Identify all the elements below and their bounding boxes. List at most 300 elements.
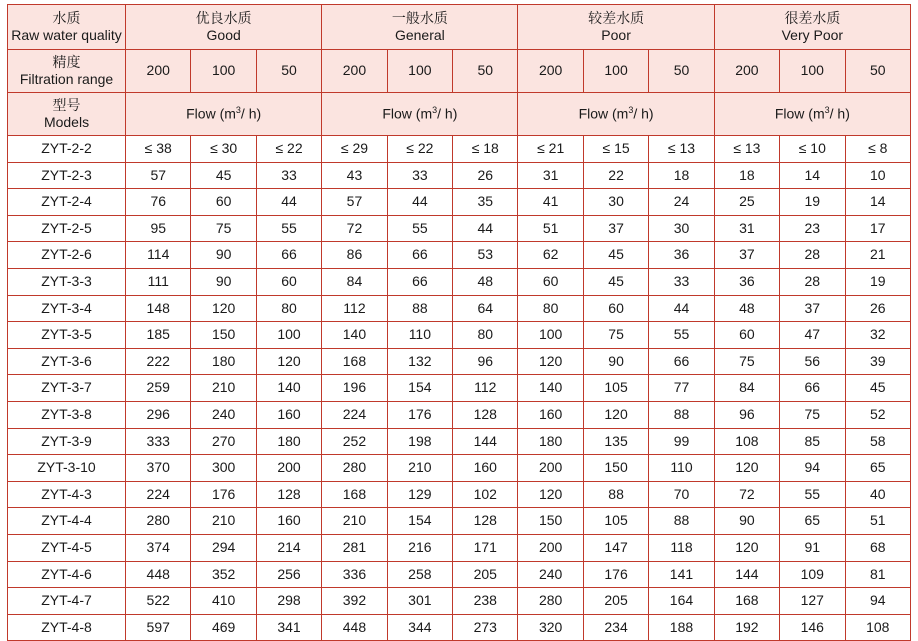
flow-value-cell: ≤ 22 [256,136,321,163]
flow-value-cell: 80 [256,295,321,322]
flow-value-cell: 26 [845,295,911,322]
flow-value-cell: 259 [126,375,191,402]
flow-value-cell: 294 [191,534,256,561]
flow-value-cell: 45 [583,242,648,269]
flow-value-cell: 224 [126,481,191,508]
flow-label-head: Flow (m [186,105,236,122]
flow-value-cell: 281 [322,534,387,561]
range-cell: 50 [256,50,321,93]
flow-value-cell: 31 [518,162,583,189]
range-cell: 100 [780,50,845,93]
flow-value-cell: 57 [322,189,387,216]
flow-value-cell: 240 [191,401,256,428]
model-cell: ZYT-2-6 [8,242,126,269]
quality-very-poor-cn: 很差水质 [784,9,841,26]
header-filtration-range-label [8,50,126,93]
flow-value-cell: 19 [845,268,911,295]
flow-value-cell: 258 [387,561,452,588]
flow-value-cell: 374 [126,534,191,561]
model-cell: ZYT-4-8 [8,614,126,641]
quality-good-cn: 优良水质 [195,9,252,26]
flow-value-cell: 110 [649,455,714,482]
flow-value-cell: ≤ 30 [191,136,256,163]
model-cell: ZYT-4-4 [8,508,126,535]
flow-value-cell: 100 [518,322,583,349]
flow-value-cell: 19 [780,189,845,216]
flow-value-cell: 140 [322,322,387,349]
quality-poor-cn: 较差水质 [588,9,645,26]
header-flow-very-poor [714,93,910,136]
table-body [8,136,911,641]
flow-value-cell: 112 [322,295,387,322]
flow-value-cell: 108 [714,428,779,455]
flow-value-cell: 18 [714,162,779,189]
flow-value-cell: 32 [845,322,911,349]
flow-label-exp: 3 [432,104,438,115]
flow-value-cell: 448 [126,561,191,588]
flow-value-cell: ≤ 29 [322,136,387,163]
flow-value-cell: 90 [583,348,648,375]
flow-value-cell: 66 [387,242,452,269]
flow-value-cell: 205 [583,588,648,615]
flow-value-cell: 28 [780,242,845,269]
flow-value-cell: 66 [649,348,714,375]
flow-value-cell: 33 [649,268,714,295]
flow-value-cell: ≤ 13 [649,136,714,163]
table-row [8,375,911,402]
flow-value-cell: 60 [518,268,583,295]
flow-value-cell: 224 [322,401,387,428]
flow-value-cell: 114 [126,242,191,269]
quality-poor-en: Poor [601,27,631,43]
flow-value-cell: ≤ 38 [126,136,191,163]
corner-label-en: Raw water quality [11,27,122,43]
model-cell: ZYT-2-5 [8,215,126,242]
table-row [8,588,911,615]
flow-value-cell: 44 [453,215,518,242]
flow-value-cell: 185 [126,322,191,349]
range-cell: 200 [714,50,779,93]
table-row [8,534,911,561]
table-row [8,561,911,588]
flow-value-cell: 171 [453,534,518,561]
flow-value-cell: 36 [714,268,779,295]
flow-value-cell: 80 [518,295,583,322]
flow-label-exp: 3 [824,104,830,115]
flow-value-cell: 45 [583,268,648,295]
filtration-range-label-en: Filtration range [19,71,114,87]
flow-value-cell: 51 [518,215,583,242]
flow-value-cell: 90 [714,508,779,535]
flow-value-cell: 31 [714,215,779,242]
range-cell: 200 [322,50,387,93]
quality-general-cn: 一般水质 [391,9,448,26]
flow-value-cell: 301 [387,588,452,615]
flow-value-cell: 55 [780,481,845,508]
flow-value-cell: 141 [649,561,714,588]
flow-value-cell: 154 [387,508,452,535]
flow-value-cell: 75 [780,401,845,428]
flow-value-cell: 150 [191,322,256,349]
flow-value-cell: 21 [845,242,911,269]
flow-value-cell: 44 [256,189,321,216]
flow-value-cell: 105 [583,508,648,535]
flow-value-cell: 60 [583,295,648,322]
flow-value-cell: 65 [845,455,911,482]
flow-value-cell: 200 [518,534,583,561]
model-cell: ZYT-3-10 [8,455,126,482]
flow-value-cell: 75 [583,322,648,349]
flow-value-cell: 30 [583,189,648,216]
flow-value-cell: ≤ 8 [845,136,911,163]
flow-value-cell: 210 [322,508,387,535]
range-cell: 200 [126,50,191,93]
flow-value-cell: 55 [649,322,714,349]
header-row-filtration-range [8,50,911,93]
flow-value-cell: 129 [387,481,452,508]
model-cell: ZYT-3-5 [8,322,126,349]
flow-value-cell: 128 [256,481,321,508]
flow-value-cell: 88 [387,295,452,322]
flow-value-cell: 200 [256,455,321,482]
flow-value-cell: 222 [126,348,191,375]
range-cell: 50 [649,50,714,93]
flow-value-cell: 24 [649,189,714,216]
range-cell: 50 [453,50,518,93]
flow-value-cell: 164 [649,588,714,615]
flow-value-cell: 210 [387,455,452,482]
flow-value-cell: 341 [256,614,321,641]
flow-value-cell: 94 [845,588,911,615]
flow-value-cell: 132 [387,348,452,375]
flow-value-cell: 188 [649,614,714,641]
flow-value-cell: ≤ 18 [453,136,518,163]
flow-value-cell: 168 [322,348,387,375]
flow-value-cell: 180 [256,428,321,455]
flow-value-cell: 75 [714,348,779,375]
flow-value-cell: 33 [256,162,321,189]
quality-very-poor-en: Very Poor [781,27,844,43]
flow-value-cell: 154 [387,375,452,402]
flow-value-cell: 37 [583,215,648,242]
model-cell: ZYT-4-3 [8,481,126,508]
flow-value-cell: 72 [322,215,387,242]
flow-value-cell: 280 [126,508,191,535]
flow-value-cell: 40 [845,481,911,508]
range-cell: 50 [845,50,911,93]
header-models-label [8,93,126,136]
flow-value-cell: 84 [322,268,387,295]
flow-value-cell: 60 [191,189,256,216]
flow-value-cell: 96 [453,348,518,375]
flow-label-exp: 3 [628,104,634,115]
flow-label-tail: / h) [633,105,654,122]
header-quality-very-poor [714,5,910,50]
flow-value-cell: 81 [845,561,911,588]
flow-value-cell: 100 [256,322,321,349]
flow-value-cell: 77 [649,375,714,402]
flow-value-cell: 336 [322,561,387,588]
flow-value-cell: 150 [518,508,583,535]
flow-value-cell: 469 [191,614,256,641]
flow-value-cell: 120 [714,455,779,482]
flow-value-cell: 55 [256,215,321,242]
flow-value-cell: 60 [256,268,321,295]
flow-value-cell: 102 [453,481,518,508]
flow-value-cell: 216 [387,534,452,561]
flow-value-cell: ≤ 10 [780,136,845,163]
table-row [8,322,911,349]
flow-value-cell: 99 [649,428,714,455]
flow-value-cell: 22 [583,162,648,189]
flow-value-cell: 120 [518,348,583,375]
model-cell: ZYT-3-9 [8,428,126,455]
flow-value-cell: 26 [453,162,518,189]
model-cell: ZYT-4-5 [8,534,126,561]
filtration-range-label-cn: 精度 [52,53,81,70]
flow-value-cell: 88 [649,401,714,428]
table-row [8,401,911,428]
flow-value-cell: 30 [649,215,714,242]
flow-value-cell: 180 [191,348,256,375]
flow-value-cell: 36 [649,242,714,269]
table-row [8,268,911,295]
table-header [8,5,911,136]
flow-value-cell: 150 [583,455,648,482]
flow-value-cell: 214 [256,534,321,561]
flow-value-cell: ≤ 22 [387,136,452,163]
flow-value-cell: 144 [714,561,779,588]
flow-value-cell: 176 [583,561,648,588]
flow-value-cell: 296 [126,401,191,428]
flow-value-cell: 120 [518,481,583,508]
flow-value-cell: 37 [714,242,779,269]
flow-value-cell: 48 [453,268,518,295]
model-cell: ZYT-4-7 [8,588,126,615]
flow-value-cell: 127 [780,588,845,615]
flow-value-cell: 51 [845,508,911,535]
flow-value-cell: 120 [191,295,256,322]
flow-value-cell: 109 [780,561,845,588]
model-cell: ZYT-3-4 [8,295,126,322]
flow-value-cell: 105 [583,375,648,402]
flow-value-cell: 522 [126,588,191,615]
range-cell: 200 [518,50,583,93]
flow-value-cell: 148 [126,295,191,322]
table-row [8,508,911,535]
flow-value-cell: 333 [126,428,191,455]
table-row [8,428,911,455]
flow-value-cell: 280 [322,455,387,482]
model-cell: ZYT-3-3 [8,268,126,295]
flow-value-cell: 45 [845,375,911,402]
model-cell: ZYT-4-6 [8,561,126,588]
water-quality-flow-table [7,4,911,641]
flow-value-cell: 168 [714,588,779,615]
flow-value-cell: 144 [453,428,518,455]
flow-value-cell: 448 [322,614,387,641]
header-row-flow [8,93,911,136]
flow-label-head: Flow (m [382,105,433,122]
flow-value-cell: 176 [191,481,256,508]
flow-value-cell: 75 [191,215,256,242]
flow-label-tail: / h) [437,105,458,122]
flow-value-cell: 120 [256,348,321,375]
flow-value-cell: 352 [191,561,256,588]
flow-value-cell: 94 [780,455,845,482]
flow-value-cell: 95 [126,215,191,242]
header-quality-poor [518,5,714,50]
flow-value-cell: 85 [780,428,845,455]
flow-value-cell: 60 [714,322,779,349]
flow-value-cell: 135 [583,428,648,455]
header-row-quality [8,5,911,50]
flow-value-cell: 35 [453,189,518,216]
flow-value-cell: 70 [649,481,714,508]
model-cell: ZYT-2-4 [8,189,126,216]
flow-value-cell: 25 [714,189,779,216]
table-row [8,348,911,375]
flow-value-cell: 62 [518,242,583,269]
flow-value-cell: 10 [845,162,911,189]
table-row [8,162,911,189]
flow-value-cell: 23 [780,215,845,242]
header-flow-poor [518,93,714,136]
flow-value-cell: 240 [518,561,583,588]
flow-value-cell: 252 [322,428,387,455]
flow-value-cell: 88 [649,508,714,535]
flow-label-tail: / h) [240,105,262,122]
flow-value-cell: 45 [191,162,256,189]
flow-value-cell: 18 [649,162,714,189]
flow-value-cell: 53 [453,242,518,269]
flow-value-cell: 56 [780,348,845,375]
models-label-cn: 型号 [52,96,81,113]
table-row [8,215,911,242]
flow-value-cell: 57 [126,162,191,189]
flow-value-cell: 68 [845,534,911,561]
flow-value-cell: 234 [583,614,648,641]
flow-value-cell: 192 [714,614,779,641]
flow-value-cell: 392 [322,588,387,615]
flow-label-exp: 3 [235,104,241,115]
flow-value-cell: 80 [453,322,518,349]
flow-value-cell: 118 [649,534,714,561]
flow-value-cell: 52 [845,401,911,428]
flow-value-cell: 160 [256,401,321,428]
flow-value-cell: 39 [845,348,911,375]
flow-value-cell: 198 [387,428,452,455]
flow-value-cell: 273 [453,614,518,641]
flow-value-cell: 76 [126,189,191,216]
flow-value-cell: 280 [518,588,583,615]
flow-value-cell: 90 [191,268,256,295]
flow-value-cell: 47 [780,322,845,349]
flow-value-cell: 160 [256,508,321,535]
flow-label-tail: / h) [829,105,850,122]
header-quality-good [126,5,322,50]
flow-value-cell: 147 [583,534,648,561]
corner-label-cn: 水质 [52,9,81,26]
table-row [8,614,911,641]
flow-value-cell: 298 [256,588,321,615]
flow-value-cell: 66 [256,242,321,269]
flow-value-cell: 120 [583,401,648,428]
header-flow-good [126,93,322,136]
flow-value-cell: 58 [845,428,911,455]
flow-value-cell: 111 [126,268,191,295]
flow-label-head: Flow (m [774,105,825,122]
flow-value-cell: 140 [256,375,321,402]
flow-value-cell: 91 [780,534,845,561]
flow-value-cell: 64 [453,295,518,322]
flow-value-cell: 110 [387,322,452,349]
flow-value-cell: 86 [322,242,387,269]
header-corner-raw-water-quality [8,5,126,50]
flow-value-cell: 320 [518,614,583,641]
flow-value-cell: 256 [256,561,321,588]
flow-value-cell: 14 [845,189,911,216]
header-quality-general [322,5,518,50]
flow-value-cell: 140 [518,375,583,402]
flow-value-cell: 176 [387,401,452,428]
flow-value-cell: 270 [191,428,256,455]
flow-value-cell: ≤ 21 [518,136,583,163]
flow-value-cell: ≤ 15 [583,136,648,163]
flow-value-cell: 120 [714,534,779,561]
flow-value-cell: ≤ 13 [714,136,779,163]
table-row [8,189,911,216]
flow-value-cell: 72 [714,481,779,508]
flow-value-cell: 200 [518,455,583,482]
model-cell: ZYT-2-3 [8,162,126,189]
flow-value-cell: 44 [387,189,452,216]
flow-value-cell: 344 [387,614,452,641]
flow-value-cell: 48 [714,295,779,322]
table-row [8,481,911,508]
flow-value-cell: 205 [453,561,518,588]
flow-value-cell: 33 [387,162,452,189]
flow-value-cell: 28 [780,268,845,295]
flow-value-cell: 108 [845,614,911,641]
flow-value-cell: 160 [518,401,583,428]
range-cell: 100 [387,50,452,93]
flow-value-cell: 128 [453,508,518,535]
quality-general-en: General [394,27,445,43]
flow-value-cell: 160 [453,455,518,482]
flow-value-cell: 17 [845,215,911,242]
flow-value-cell: 44 [649,295,714,322]
table-row [8,455,911,482]
flow-value-cell: 55 [387,215,452,242]
flow-value-cell: 128 [453,401,518,428]
model-cell: ZYT-2-2 [8,136,126,163]
flow-value-cell: 210 [191,508,256,535]
models-label-en: Models [43,114,90,130]
flow-value-cell: 168 [322,481,387,508]
flow-value-cell: 210 [191,375,256,402]
flow-value-cell: 180 [518,428,583,455]
flow-value-cell: 84 [714,375,779,402]
model-cell: ZYT-3-8 [8,401,126,428]
range-cell: 100 [583,50,648,93]
model-cell: ZYT-3-6 [8,348,126,375]
flow-value-cell: 146 [780,614,845,641]
flow-value-cell: 43 [322,162,387,189]
flow-value-cell: 410 [191,588,256,615]
flow-value-cell: 66 [387,268,452,295]
table-row [8,295,911,322]
